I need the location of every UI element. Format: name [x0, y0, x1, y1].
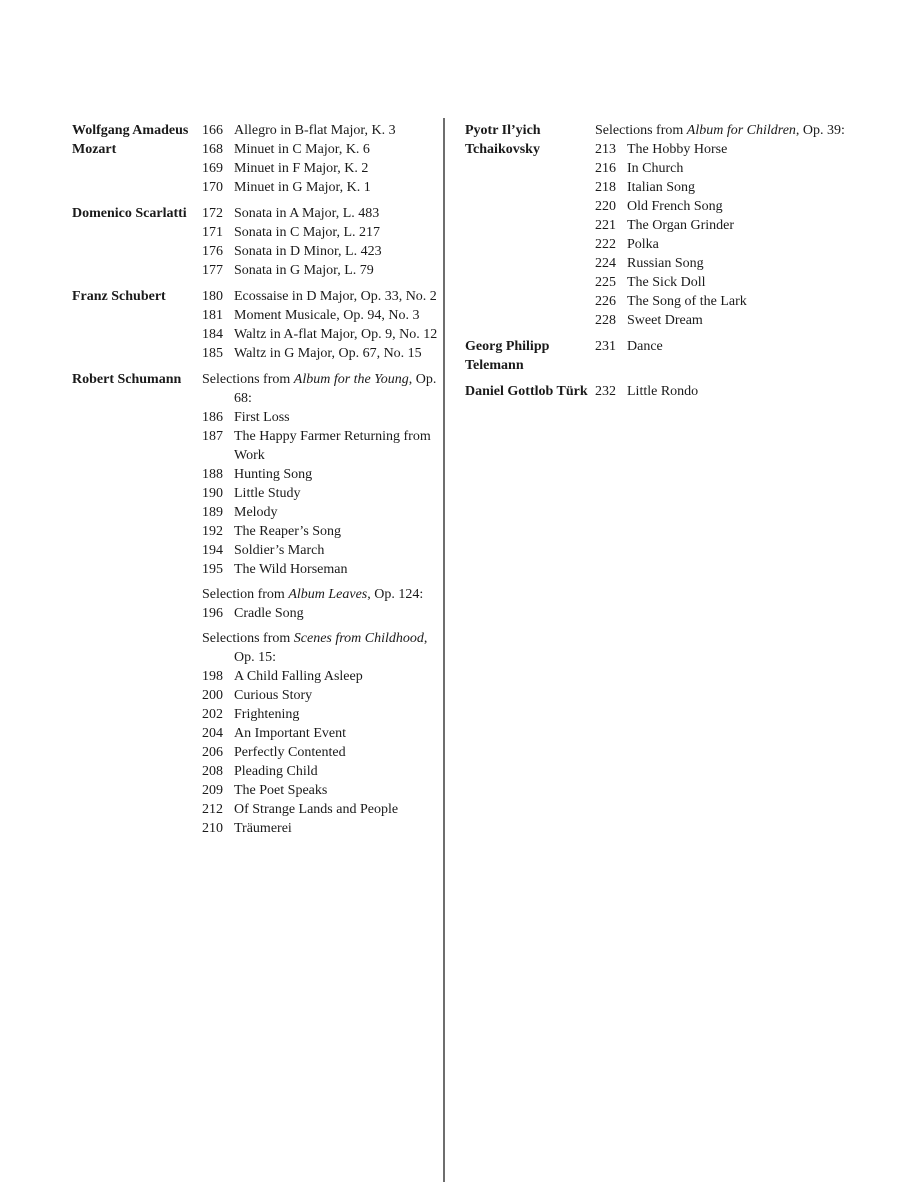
- work-title: Frightening: [234, 707, 300, 722]
- page-number: 232: [595, 384, 616, 399]
- composer-name: Georg Philipp Telemann: [465, 339, 550, 373]
- page-number: 176: [202, 244, 223, 259]
- work-title: Pleading Child: [234, 764, 318, 779]
- group-title-suffix: , Op. 124:: [367, 587, 424, 602]
- work-title: Little Study: [234, 486, 301, 501]
- work-item: [202, 604, 442, 623]
- work-title: Sweet Dream: [627, 313, 703, 328]
- work-title: Melody: [234, 505, 278, 520]
- work-title: Träumerei: [234, 821, 292, 836]
- work-title: Minuet in G Major, K. 1: [234, 180, 371, 195]
- page-number: 169: [202, 161, 223, 176]
- work-item: [202, 427, 442, 465]
- page-number: 204: [202, 726, 223, 741]
- work-title: Italian Song: [627, 180, 696, 195]
- page-number: 209: [202, 783, 223, 798]
- composer-entry: [72, 204, 442, 280]
- work-title: A Child Falling Asleep: [234, 669, 363, 684]
- work-title: Russian Song: [627, 256, 704, 271]
- group-title: [202, 585, 442, 604]
- work-title: Waltz in A-flat Major, Op. 9, No. 12: [234, 327, 438, 342]
- work-title: Perfectly Contented: [234, 745, 346, 760]
- work-title: Sonata in D Minor, L. 423: [234, 244, 382, 259]
- work-item: [202, 306, 442, 325]
- column-divider: [443, 118, 445, 1182]
- group-title: [202, 370, 442, 408]
- work-item: [202, 325, 442, 344]
- contents-column-right: [465, 121, 885, 408]
- work-item: [202, 178, 442, 197]
- work-item: [202, 503, 442, 522]
- collection-title: Album for the Young: [293, 372, 409, 387]
- group-title-prefix: Selections from: [202, 372, 294, 387]
- work-item: [202, 686, 442, 705]
- work-item: [595, 159, 885, 178]
- work-item: [202, 743, 442, 762]
- work-item: [202, 344, 442, 363]
- work-title: The Poet Speaks: [234, 783, 328, 798]
- page-number: 198: [202, 669, 223, 684]
- work-title: In Church: [627, 161, 684, 176]
- composer-entry: [465, 382, 885, 401]
- page-number: 190: [202, 486, 223, 501]
- work-group: [202, 370, 442, 579]
- work-item: [595, 311, 885, 330]
- work-group: [202, 585, 442, 623]
- page-number: 185: [202, 346, 223, 361]
- work-item: [202, 781, 442, 800]
- work-item: [595, 382, 885, 401]
- work-item: [202, 667, 442, 686]
- work-item: [202, 724, 442, 743]
- composer-name: Pyotr Il’yich Tchaikovsky: [465, 123, 541, 157]
- work-item: [202, 819, 442, 838]
- work-title: Hunting Song: [234, 467, 313, 482]
- page-number: 192: [202, 524, 223, 539]
- work-item: [202, 159, 442, 178]
- group-title-prefix: Selections from: [202, 631, 294, 646]
- work-title: Waltz in G Major, Op. 67, No. 15: [234, 346, 422, 361]
- page-number: 228: [595, 313, 616, 328]
- composer-name: Robert Schumann: [72, 372, 182, 387]
- page-number: 194: [202, 543, 223, 558]
- work-title: The Reaper’s Song: [234, 524, 342, 539]
- work-title: Ecossaise in D Major, Op. 33, No. 2: [234, 289, 437, 304]
- composer-name: Wolfgang Amadeus Mozart: [72, 123, 189, 157]
- group-title-suffix: , Op. 39:: [795, 123, 845, 138]
- work-title: Sonata in A Major, L. 483: [234, 206, 380, 221]
- work-group: [202, 287, 442, 363]
- page-number: 187: [202, 429, 223, 444]
- work-item: [202, 287, 442, 306]
- collection-title: Scenes from Childhood: [293, 631, 424, 646]
- collection-title: Album for Children: [686, 123, 796, 138]
- composer-name: Franz Schubert: [72, 289, 166, 304]
- work-item: [595, 216, 885, 235]
- page-number: 168: [202, 142, 223, 157]
- page-number: 200: [202, 688, 223, 703]
- work-group: [595, 382, 885, 401]
- page-number: 180: [202, 289, 223, 304]
- work-title: Dance: [627, 339, 663, 354]
- work-title: Cradle Song: [234, 606, 304, 621]
- group-title-suffix: , Op. 15:: [234, 631, 428, 665]
- work-title: Allegro in B-flat Major, K. 3: [234, 123, 396, 138]
- page-number: 224: [595, 256, 616, 271]
- page-number: 170: [202, 180, 223, 195]
- work-title: Old French Song: [627, 199, 723, 214]
- work-title: The Happy Farmer Returning from Work: [234, 429, 431, 463]
- page-number: 189: [202, 505, 223, 520]
- works-list: [595, 121, 885, 330]
- work-title: Sonata in C Major, L. 217: [234, 225, 381, 240]
- work-title: Soldier’s March: [234, 543, 325, 558]
- group-title: [595, 121, 885, 140]
- work-title: The Organ Grinder: [627, 218, 735, 233]
- page-number: 216: [595, 161, 616, 176]
- work-group: [595, 121, 885, 330]
- page-number: 202: [202, 707, 223, 722]
- page-number: 188: [202, 467, 223, 482]
- page-number: 184: [202, 327, 223, 342]
- work-item: [595, 337, 885, 356]
- work-group: [202, 121, 442, 197]
- work-title: First Loss: [234, 410, 290, 425]
- work-title: Minuet in C Major, K. 6: [234, 142, 370, 157]
- page-number: 218: [595, 180, 616, 195]
- page-number: 231: [595, 339, 616, 354]
- work-item: [595, 178, 885, 197]
- works-list: [202, 204, 442, 280]
- work-item: [202, 484, 442, 503]
- work-group: [202, 629, 442, 838]
- page-number: 166: [202, 123, 223, 138]
- work-item: [595, 254, 885, 273]
- work-title: Minuet in F Major, K. 2: [234, 161, 369, 176]
- work-title: Polka: [627, 237, 659, 252]
- group-title-prefix: Selections from: [595, 123, 687, 138]
- composer-entry: [465, 121, 885, 330]
- page-number: 220: [595, 199, 616, 214]
- composer-entry: [72, 121, 442, 197]
- work-title: Curious Story: [234, 688, 313, 703]
- works-list: [202, 121, 442, 197]
- page-number: 221: [595, 218, 616, 233]
- page-number: 222: [595, 237, 616, 252]
- collection-title: Album Leaves: [288, 587, 368, 602]
- composer-name: Domenico Scarlatti: [72, 206, 187, 221]
- works-list: [202, 287, 442, 363]
- works-list: [595, 382, 885, 401]
- contents-column-left: [72, 121, 442, 845]
- group-title-suffix: , Op. 68:: [234, 372, 437, 406]
- page-number: 225: [595, 275, 616, 290]
- page-number: 196: [202, 606, 223, 621]
- work-title: The Song of the Lark: [627, 294, 747, 309]
- work-item: [202, 560, 442, 579]
- page-number: 226: [595, 294, 616, 309]
- work-item: [202, 121, 442, 140]
- works-list: [595, 337, 885, 356]
- work-item: [202, 261, 442, 280]
- work-item: [202, 223, 442, 242]
- work-group: [202, 204, 442, 280]
- work-title: The Sick Doll: [627, 275, 706, 290]
- composer-entry: [465, 337, 885, 375]
- work-title: Of Strange Lands and People: [234, 802, 399, 817]
- work-group: [595, 337, 885, 356]
- work-item: [202, 408, 442, 427]
- composer-name: Daniel Gottlob Türk: [465, 384, 588, 399]
- page-number: 172: [202, 206, 223, 221]
- work-item: [202, 705, 442, 724]
- page-number: 171: [202, 225, 223, 240]
- works-list: [202, 370, 442, 838]
- work-item: [595, 197, 885, 216]
- work-title: The Wild Horseman: [234, 562, 348, 577]
- group-title: [202, 629, 442, 667]
- work-item: [202, 140, 442, 159]
- page-number: 177: [202, 263, 223, 278]
- composer-entry: [72, 287, 442, 363]
- page-number: 212: [202, 802, 223, 817]
- work-item: [595, 273, 885, 292]
- page-number: 195: [202, 562, 223, 577]
- work-item: [202, 204, 442, 223]
- work-item: [202, 762, 442, 781]
- work-title: Little Rondo: [627, 384, 699, 399]
- work-item: [595, 292, 885, 311]
- composer-entry: [72, 370, 442, 838]
- work-item: [202, 242, 442, 261]
- work-item: [202, 465, 442, 484]
- work-item: [595, 140, 885, 159]
- work-title: Sonata in G Major, L. 79: [234, 263, 374, 278]
- page-number: 208: [202, 764, 223, 779]
- page-number: 210: [202, 821, 223, 836]
- work-title: The Hobby Horse: [627, 142, 728, 157]
- page-number: 186: [202, 410, 223, 425]
- group-title-prefix: Selection from: [202, 587, 289, 602]
- page-number: 213: [595, 142, 616, 157]
- work-item: [202, 541, 442, 560]
- page-number: 206: [202, 745, 223, 760]
- page-number: 181: [202, 308, 223, 323]
- work-item: [202, 800, 442, 819]
- work-title: Moment Musicale, Op. 94, No. 3: [234, 308, 420, 323]
- work-title: An Important Event: [234, 726, 346, 741]
- work-item: [595, 235, 885, 254]
- work-item: [202, 522, 442, 541]
